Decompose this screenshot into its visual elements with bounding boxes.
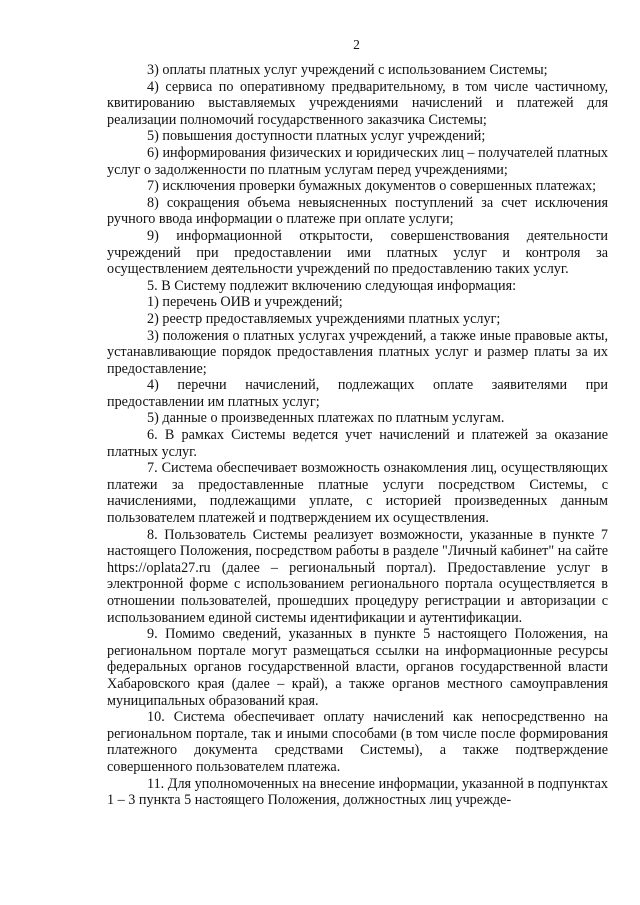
- paragraph: 7. Система обеспечивает возможность ознакомления лиц, осуществляющих платежи за предоставленные платные услуги посредством Системы, с начислениями, подлежащими уплате, с историей произведенных данным пользователем платежей и подтверждением их осуществления.: [107, 460, 608, 527]
- document-body: [107, 62, 608, 809]
- paragraph: 3) положения о платных услугах учреждений, а также иные правовые акты, устанавливающие порядок предоставления платных услуг и размер платы за их предоставление;: [107, 327, 608, 377]
- paragraph: 6. В рамках Системы ведется учет начислений и платежей за оказание платных услуг.: [107, 427, 608, 460]
- paragraph: 6) информирования физических и юридических лиц – получателей платных услуг о задолженности по платным услугам перед учреждениями;: [107, 144, 608, 178]
- paragraph: 4) сервиса по оперативному предварительному, в том числе частичному, квитированию выставляемых учреждениями начислений и платежей для реализации полномочий государственного заказчика Системы;: [107, 78, 608, 128]
- paragraph: 11. Для уполномоченных на внесение информации, указанной в подпунктах 1 – 3 пункта 5 настоящего Положения, должностных лиц учрежде-: [107, 775, 608, 809]
- paragraph: 9) информационной открытости, совершенствования деятельности учреждений при предоставлении ими платных услуг и контроля за осуществлением деятельности учреждений по предоставлению таких услуг.: [107, 227, 608, 278]
- paragraph: 3) оплаты платных услуг учреждений с использованием Системы;: [147, 62, 548, 78]
- paragraph: 9. Помимо сведений, указанных в пункте 5 настоящего Положения, на региональном портале могут размещаться ссылки на информационные ресурсы федеральных органов государственной власти, органов государственной власти Хабаровского края (далее – край), а также органов местного самоуправления муниципальных образований края.: [107, 626, 608, 709]
- page-number: 2: [353, 37, 360, 52]
- paragraph: 5) повышения доступности платных услуг учреждений;: [147, 128, 486, 145]
- paragraph: 5. В Систему подлежит включению следующая информация:: [147, 277, 517, 294]
- paragraph: 4) перечни начислений, подлежащих оплате заявителями при предоставлении им платных услуг;: [107, 377, 608, 410]
- paragraph: 7) исключения проверки бумажных документов о совершенных платежах;: [147, 178, 597, 195]
- paragraph: 8. Пользователь Системы реализует возможности, указанные в пункте 7 настоящего Положения, посредством работы в разделе "Личный кабинет" на сайте https://oplata27.ru (далее – региональный портал). Предоставление услуг в электронной форме с использованием регионального портала осуществляется в отношении пользователей, прошедших процедуру регистрации и авторизации с использованием единой системы идентификации и аутентификации.: [107, 526, 608, 626]
- paragraph: 8) сокращения объема невыясненных поступлений за счет исключения ручного ввода информации о платеже при оплате услуги;: [107, 194, 608, 228]
- paragraph: 1) перечень ОИВ и учреждений;: [147, 294, 343, 311]
- paragraph: 5) данные о произведенных платежах по платным услугам.: [147, 410, 505, 427]
- paragraph: 2) реестр предоставляемых учреждениями платных услуг;: [147, 310, 501, 327]
- paragraph: 10. Система обеспечивает оплату начислений как непосредственно на региональном портале, так и иными способами (в том числе после формирования платежного документа средствами Системы), а также подтверждение совершенного пользователем платежа.: [107, 709, 608, 775]
